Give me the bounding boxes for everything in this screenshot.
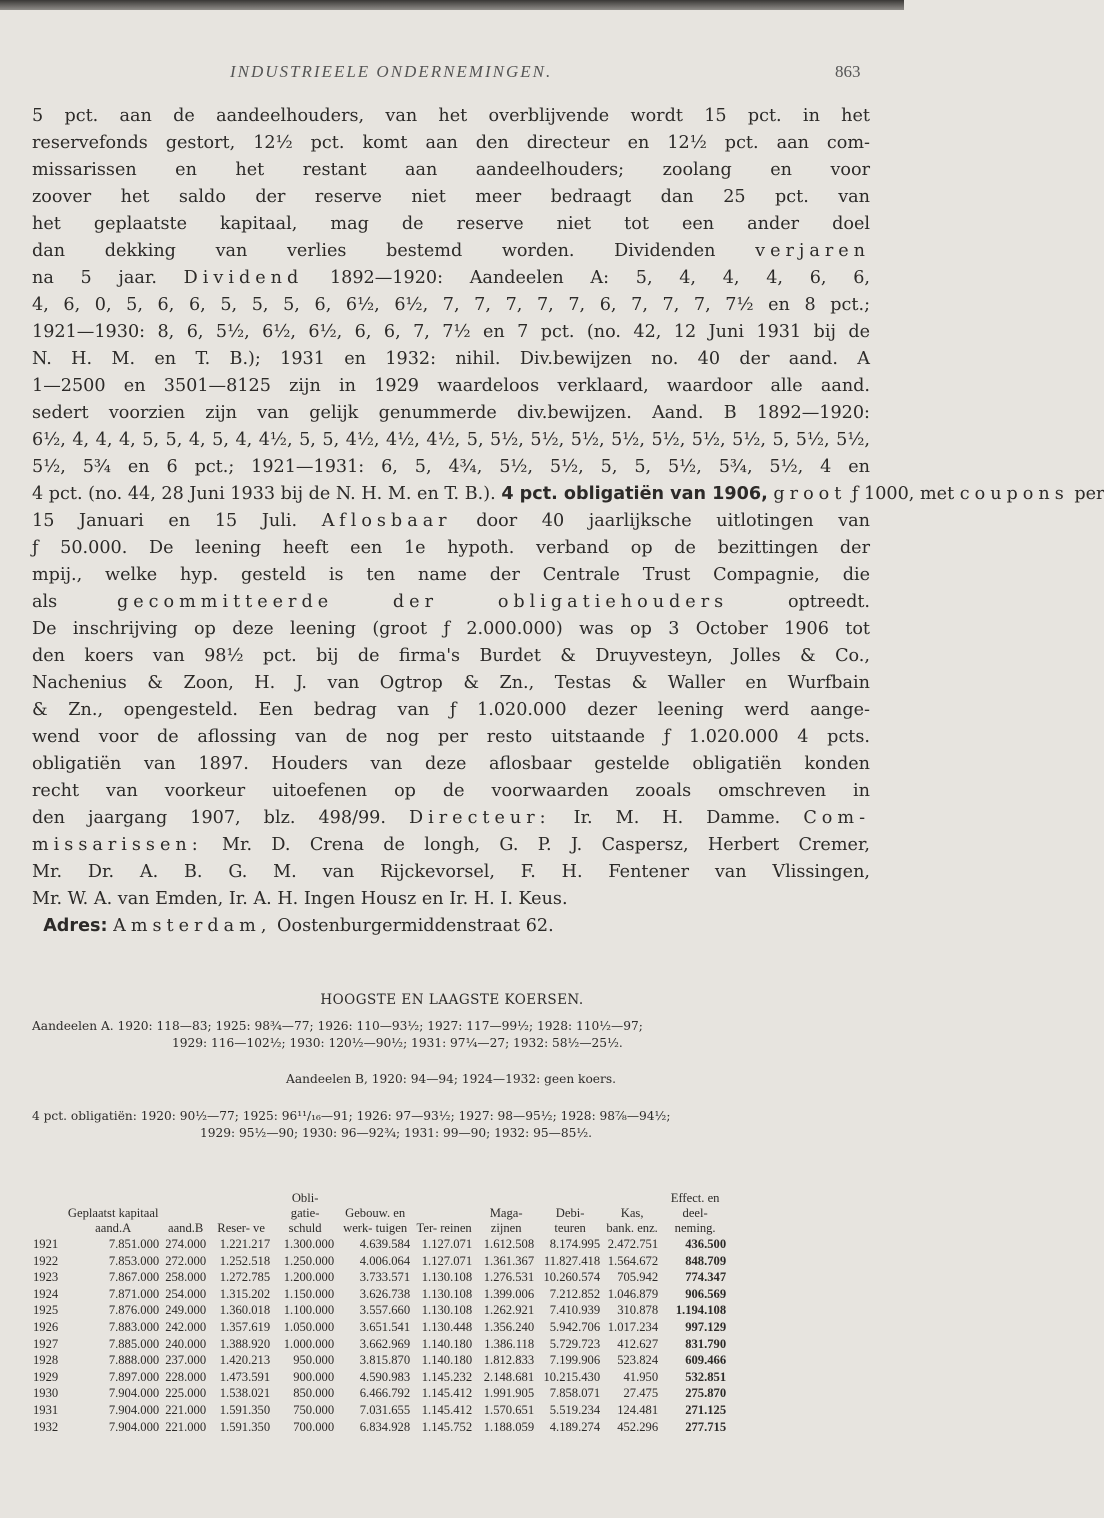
table-cell: 1.564.672: [607, 1253, 659, 1268]
table-row: [30, 1419, 729, 1436]
table-cell: 1.300.000: [283, 1237, 335, 1251]
table-cell: 7.904.000: [108, 1419, 160, 1434]
quote-line: Aandeelen B, 1920: 94—94; 1924—1932: geen koers.: [286, 1072, 616, 1086]
table-body: [30, 1236, 729, 1435]
table-cell: 1.130.108: [421, 1303, 473, 1318]
table-cell: 225.000: [165, 1386, 207, 1401]
table-cell: 412.627: [617, 1336, 659, 1351]
table-cell: 848.709: [685, 1253, 727, 1268]
text-line: 5 pct. aan de aandeelhouders, van het overblijvende wordt 15 pct. in het: [32, 106, 870, 126]
table-cell: 3.733.571: [359, 1270, 411, 1285]
table-cell: 275.870: [685, 1386, 727, 1401]
table-row: [30, 1319, 729, 1336]
table-cell: 1.100.000: [283, 1303, 335, 1318]
text-line: N. H. M. en T. B.); 1931 en 1932: nihil. Div.bewijzen no. 40 der aand. A: [32, 349, 870, 369]
text-fragment: optreedt.: [728, 592, 871, 612]
table-cell: 1.221.217: [219, 1237, 271, 1251]
text-line: [32, 265, 870, 292]
table-row: [30, 1369, 729, 1386]
table-cell: 7.904.000: [108, 1402, 160, 1417]
table-cell: 1.361.367: [483, 1253, 535, 1268]
table-cell: 7.212.852: [549, 1286, 601, 1301]
table-cell: 277.715: [685, 1419, 727, 1434]
table-cell: 237.000: [165, 1353, 207, 1368]
scan-top-edge: [0, 0, 904, 10]
table-cell: 10.215.430: [543, 1369, 601, 1384]
table-cell: 7.851.000: [108, 1237, 160, 1251]
table-cell: 436.500: [685, 1237, 727, 1251]
table-cell: 310.878: [617, 1303, 659, 1318]
table-cell: 5.729.723: [549, 1336, 601, 1351]
table-cell: 1.315.202: [219, 1286, 271, 1301]
text-line: [32, 238, 870, 265]
table-cell: 274.000: [165, 1237, 207, 1251]
table-cell: 1.194.108: [675, 1303, 727, 1318]
table-cell: 1.591.350: [219, 1402, 271, 1417]
text-line: 5½, 5¾ en 6 pct.; 1921—1931: 6, 5, 4¾, 5½, 5½, 5, 5, 5½, 5¾, 5½, 4 en: [32, 457, 870, 477]
table-cell: 609.466: [685, 1353, 727, 1368]
text-fragment: 15 Januari en 15 Juli.: [32, 511, 298, 531]
table-cell: 452.296: [617, 1419, 659, 1434]
table-cell: 900.000: [293, 1369, 335, 1384]
table-cell: 240.000: [165, 1336, 207, 1351]
table-cell: 1.388.920: [219, 1336, 271, 1351]
text-line: mpij., welke hyp. gesteld is ten name der Centrale Trust Compagnie, die: [32, 565, 870, 585]
table-cell: 4.189.274: [549, 1419, 601, 1434]
table-cell: 1.356.240: [483, 1319, 535, 1334]
table-cell: 1.145.412: [421, 1386, 473, 1401]
text-line: Nachenius & Zoon, H. J. van Ogtrop & Zn., Testas & Waller en Wurfbain: [32, 673, 870, 693]
text-line: [32, 589, 870, 616]
table-cell: 1.473.591: [219, 1369, 271, 1384]
table-cell: 3.651.541: [359, 1319, 411, 1334]
quotes-shares-b: [32, 1071, 870, 1088]
col-header: Geplaatst kapitaal aand.A: [67, 1206, 159, 1235]
table-cell: 1.145.412: [421, 1402, 473, 1417]
table-cell: 1.130.448: [421, 1319, 473, 1334]
text-line: recht van voorkeur uitoefenen op de voorwaarden zooals omschreven in: [32, 781, 870, 801]
row-year: 1930: [33, 1386, 59, 1401]
table-cell: 1.145.752: [421, 1419, 473, 1434]
table-cell: 2.472.751: [607, 1237, 659, 1251]
bond-heading: 4 pct. obligatiën van 1906,: [501, 484, 768, 504]
col-header: Ter- reinen: [416, 1221, 472, 1235]
table-cell: 4.590.983: [359, 1369, 411, 1384]
text-line: ƒ 50.000. De leening heeft een 1e hypoth. verband op de bezittingen der: [32, 538, 870, 558]
table-cell: 850.000: [293, 1386, 335, 1401]
text-line: wend voor de aflossing van de nog per resto uitstaande ƒ 1.020.000 4 pcts.: [32, 727, 870, 747]
table-cell: 1.200.000: [283, 1270, 335, 1285]
row-year: 1925: [33, 1303, 59, 1318]
text-line: [32, 508, 870, 535]
table-cell: 258.000: [165, 1270, 207, 1285]
table-cell: 7.853.000: [108, 1253, 160, 1268]
table-cell: 1.130.108: [421, 1286, 473, 1301]
table-cell: 1.612.508: [483, 1237, 535, 1251]
text-line: zoover het saldo der reserve niet meer bedraagt dan 25 pct. van: [32, 187, 870, 207]
table-cell: 1.000.000: [283, 1336, 335, 1351]
table-header-row: [30, 1191, 729, 1236]
row-year: 1928: [33, 1353, 59, 1368]
text-line: obligatiën van 1897. Houders van deze aflosbaar gestelde obligatiën konden: [32, 754, 870, 774]
text-line: den koers van 98½ pct. bij de firma's Burdet & Druyvesteyn, Jolles & Co.,: [32, 646, 870, 666]
table-cell: 7.871.000: [108, 1286, 160, 1301]
text-line: Mr. W. A. van Emden, Ir. A. H. Ingen Housz en Ir. H. I. Keus.: [32, 889, 568, 909]
col-header: Reser- ve: [217, 1221, 265, 1235]
table-cell: 1.360.018: [219, 1303, 271, 1318]
col-header: Obli- gatie- schuld: [288, 1191, 322, 1235]
table-cell: 221.000: [165, 1419, 207, 1434]
table-cell: 7.897.000: [108, 1369, 160, 1384]
text-fragment: dan dekking van verlies bestemd worden. Dividenden: [32, 241, 716, 261]
table-cell: 7.867.000: [108, 1270, 160, 1285]
spaced-term: coupons: [959, 484, 1069, 504]
table-cell: 7.883.000: [108, 1319, 160, 1334]
table-cell: 6.834.928: [359, 1419, 411, 1434]
text-line: [32, 832, 870, 859]
text-line: 6½, 4, 4, 4, 5, 5, 4, 5, 4, 4½, 5, 5, 4½, 4½, 4½, 5, 5½, 5½, 5½, 5½, 5½, 5½, 5½, 5, 5½, 5½,: [32, 430, 870, 450]
text-fragment: den jaargang 1907, blz. 498/99.: [32, 808, 386, 828]
text-line: het geplaatste kapitaal, mag de reserve niet tot een ander doel: [32, 214, 870, 234]
table-cell: 1.538.021: [219, 1386, 271, 1401]
text-line: 1921—1930: 8, 6, 5½, 6½, 6½, 6, 6, 7, 7½ en 7 pct. (no. 42, 12 Juni 1931 bij de: [32, 322, 870, 342]
table-cell: 774.347: [685, 1270, 727, 1285]
text-line: & Zn., opengesteld. Een bedrag van ƒ 1.020.000 dezer leening werd aange-: [32, 700, 870, 720]
table-cell: 7.888.000: [108, 1353, 160, 1368]
text-fragment: Ir. M. H. Damme.: [573, 808, 781, 828]
spaced-term: groot: [773, 484, 847, 504]
running-head: INDUSTRIEELE ONDERNEMINGEN.: [230, 62, 553, 81]
table-row: [30, 1236, 729, 1253]
row-year: 1932: [33, 1419, 59, 1434]
spaced-term: Com-: [803, 808, 871, 828]
table-cell: 1.050.000: [283, 1319, 335, 1334]
text-fragment: Mr. D. Crena de longh, G. P. J. Caspersz, Herbert Cremer,: [221, 835, 871, 855]
table-cell: 1.399.006: [483, 1286, 535, 1301]
balance-table: [30, 1191, 729, 1435]
table-cell: 906.569: [685, 1286, 727, 1301]
table-cell: 8.174.995: [549, 1237, 601, 1251]
table-cell: 1.046.879: [607, 1286, 659, 1301]
address-label: Adres:: [43, 916, 108, 936]
table-cell: 271.125: [685, 1402, 727, 1417]
table-row: [30, 1286, 729, 1303]
text-line: [32, 805, 870, 832]
table-cell: 1.017.234: [607, 1319, 659, 1334]
spaced-term: gecommitteerde: [116, 592, 334, 612]
col-header: aand.B: [167, 1221, 204, 1235]
text-line: De inschrijving op deze leening (groot ƒ 2.000.000) was op 3 October 1906 tot: [32, 619, 870, 639]
table-cell: 3.626.738: [359, 1286, 411, 1301]
table-cell: 4.006.064: [359, 1253, 411, 1268]
row-year: 1931: [33, 1402, 59, 1417]
text-line: sedert voorzien zijn van gelijk genummerde div.bewijzen. Aand. B 1892—1920:: [32, 403, 870, 423]
row-year: 1924: [33, 1286, 59, 1301]
table-row: [30, 1302, 729, 1319]
text-fragment: als: [32, 592, 58, 612]
table-cell: 1.250.000: [283, 1253, 335, 1268]
table-cell: 700.000: [293, 1419, 335, 1434]
table-cell: 5.519.234: [549, 1402, 601, 1417]
row-year: 1923: [33, 1270, 59, 1285]
spaced-term: obligatiehouders: [497, 592, 729, 612]
table-cell: 3.662.969: [359, 1336, 411, 1351]
table-cell: 6.466.792: [359, 1386, 411, 1401]
table-cell: 1.420.213: [219, 1353, 271, 1368]
spaced-term: Amsterdam,: [113, 916, 272, 936]
table-row: [30, 1385, 729, 1402]
table-cell: 950.000: [293, 1353, 335, 1368]
table-cell: 249.000: [165, 1303, 207, 1318]
table-cell: 1.591.350: [219, 1419, 271, 1434]
table-cell: 1.188.059: [483, 1419, 535, 1434]
table-cell: 124.481: [617, 1402, 659, 1417]
text-line: 1—2500 en 3501—8125 zijn in 1929 waardeloos verklaard, waardoor alle aand.: [32, 376, 870, 396]
table-cell: 254.000: [165, 1286, 207, 1301]
table-cell: 10.260.574: [543, 1270, 601, 1285]
table-cell: 242.000: [165, 1319, 207, 1334]
text-fragment: ƒ 1000, met: [846, 484, 955, 504]
table-cell: 7.031.655: [359, 1402, 411, 1417]
col-header: Effect. en deel- neming.: [670, 1191, 720, 1235]
table-cell: 1.812.833: [483, 1353, 535, 1368]
table-cell: 3.557.660: [359, 1303, 411, 1318]
col-header: [30, 1191, 64, 1236]
spaced-term: Directeur:: [409, 808, 551, 828]
spaced-term: missarissen:: [32, 835, 203, 855]
col-header: Kas, bank. enz.: [606, 1206, 658, 1235]
table-cell: 532.851: [685, 1369, 727, 1384]
table-cell: 1.276.531: [483, 1270, 535, 1285]
table-cell: 997.129: [685, 1319, 727, 1334]
col-header: Gebouw. en werk- tuigen: [343, 1206, 408, 1235]
quote-line: 1929: 95½—90; 1930: 96—92¾; 1931: 99—90; 1932: 95—85½.: [200, 1126, 593, 1140]
table-cell: 750.000: [293, 1402, 335, 1417]
table-cell: 1.272.785: [219, 1270, 271, 1285]
table-row: [30, 1269, 729, 1286]
table-cell: 1.140.180: [421, 1353, 473, 1368]
table-cell: 1.357.619: [219, 1319, 271, 1334]
table-cell: 27.475: [623, 1386, 659, 1401]
spaced-term: der: [392, 592, 439, 612]
text-line: 4, 6, 0, 5, 6, 6, 5, 5, 5, 6, 6½, 6½, 7, 7, 7, 7, 7, 6, 7, 7, 7, 7½ en 8 pct.;: [32, 295, 870, 315]
table-cell: 1.252.518: [219, 1253, 271, 1268]
quotes-bonds: [32, 1108, 870, 1142]
address-street: Oostenburgermiddenstraat 62.: [277, 916, 554, 936]
table-row: [30, 1336, 729, 1353]
text-line: reservefonds gestort, 12½ pct. komt aan den directeur en 12½ pct. aan com-: [32, 133, 870, 153]
table-cell: 7.904.000: [108, 1386, 160, 1401]
table-cell: 523.824: [617, 1353, 659, 1368]
table-cell: 1.991.905: [483, 1386, 535, 1401]
table-cell: 7.858.071: [549, 1386, 601, 1401]
table-row: [30, 1253, 729, 1270]
table-cell: 1.140.180: [421, 1336, 473, 1351]
table-cell: 4.639.584: [359, 1237, 411, 1251]
table-cell: 1.145.232: [421, 1369, 473, 1384]
table-cell: 1.127.071: [421, 1253, 473, 1268]
table-cell: 11.827.418: [543, 1253, 601, 1268]
table-cell: 705.942: [617, 1270, 659, 1285]
text-fragment: per: [1068, 484, 1104, 504]
text-line: Mr. Dr. A. B. G. M. van Rijckevorsel, F. H. Fentener van Vlissingen,: [32, 862, 870, 882]
table-cell: 831.790: [685, 1336, 727, 1351]
table-cell: 272.000: [165, 1253, 207, 1268]
table-row: [30, 1402, 729, 1419]
table-cell: 3.815.870: [359, 1353, 411, 1368]
row-year: 1929: [33, 1369, 59, 1384]
page-number: 863: [835, 62, 861, 81]
table-cell: 1.386.118: [484, 1336, 535, 1351]
text-fragment: door 40 jaarlijksche uitlotingen van: [451, 511, 871, 531]
spaced-term: Dividend: [183, 268, 304, 288]
table-cell: 7.199.906: [549, 1353, 601, 1368]
row-year: 1921: [33, 1237, 59, 1251]
quote-line: 1929: 116—102½; 1930: 120½—90½; 1931: 97¼—27; 1932: 58½—25½.: [172, 1036, 623, 1050]
row-year: 1927: [33, 1336, 59, 1351]
quotes-shares-a: [32, 1018, 870, 1052]
row-year: 1922: [33, 1253, 59, 1268]
spaced-term: Aflosbaar: [321, 511, 452, 531]
text-fragment: 1892—1920: Aandeelen A: 5, 4, 4, 4, 6, 6,: [303, 268, 871, 288]
body-text: [32, 103, 1104, 940]
table-cell: 1.130.108: [421, 1270, 473, 1285]
quotes-title: HOOGSTE EN LAAGSTE KOERSEN.: [320, 992, 584, 1008]
table-cell: 221.000: [165, 1402, 207, 1417]
table-cell: 7.410.939: [549, 1303, 601, 1318]
table-cell: 1.570.651: [483, 1402, 535, 1417]
table-cell: 7.885.000: [108, 1336, 160, 1351]
table-cell: 5.942.706: [549, 1319, 601, 1334]
text-fragment: na 5 jaar.: [32, 268, 157, 288]
table-cell: 7.876.000: [108, 1303, 160, 1318]
table-cell: 1.262.921: [483, 1303, 535, 1318]
text-line: [32, 913, 870, 940]
quote-line: 4 pct. obligatiën: 1920: 90½—77; 1925: 96¹¹/₁₆—91; 1926: 97—93½; 1927: 98—95½; 1928: 98⅞—94½;: [32, 1109, 671, 1123]
table-cell: 228.000: [165, 1369, 207, 1384]
table-cell: 41.950: [623, 1369, 659, 1384]
text-line: [32, 481, 1104, 508]
col-header: Debi- teuren: [554, 1206, 586, 1235]
row-year: 1926: [33, 1319, 59, 1334]
table-row: [30, 1352, 729, 1369]
table-cell: 1.127.071: [421, 1237, 473, 1251]
quote-line: Aandeelen A. 1920: 118—83; 1925: 98¾—77; 1926: 110—93½; 1927: 117—99½; 1928: 110½—97;: [32, 1019, 643, 1033]
col-header: Maga- zijnen: [489, 1206, 523, 1235]
table-cell: 2.148.681: [483, 1369, 535, 1384]
text-line: missarissen en het restant aan aandeelhouders; zoolang en voor: [32, 160, 870, 180]
spaced-term: verjaren: [755, 241, 870, 261]
text-fragment: 4 pct. (no. 44, 28 Juni 1933 bij de N. H. M. en T. B.).: [32, 484, 496, 504]
table-cell: 1.150.000: [283, 1286, 335, 1301]
